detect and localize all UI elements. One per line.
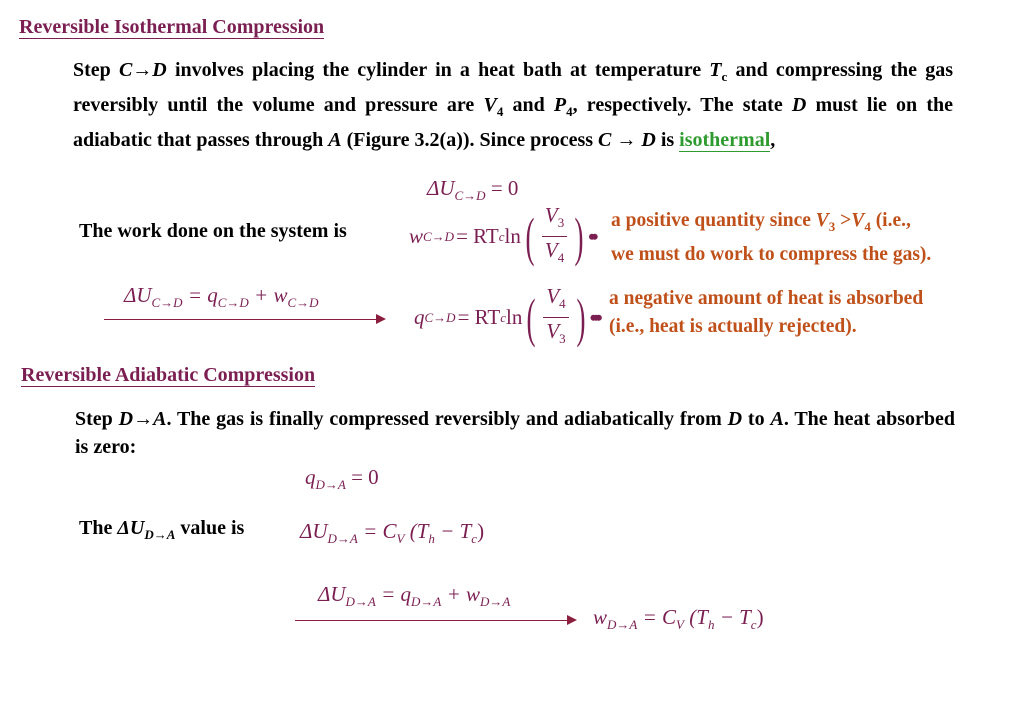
- equation-w-cd: [409, 203, 594, 270]
- left-paren-icon: (: [525, 206, 535, 267]
- text: = RT: [457, 305, 501, 329]
- text: = C: [637, 605, 677, 629]
- text: Step: [73, 59, 119, 81]
- equation-q-cd: [414, 284, 598, 351]
- text: c: [498, 228, 505, 244]
- text: Step: [75, 408, 119, 430]
- text: 4: [557, 250, 565, 265]
- text: h: [428, 531, 435, 546]
- text: , respectively. The state: [572, 94, 792, 116]
- right-paren-icon: ): [574, 206, 584, 267]
- text: D→A: [118, 408, 167, 430]
- text: c: [721, 69, 728, 84]
- bullet-dots-icon: ••: [588, 223, 594, 249]
- equation-w-da: [593, 605, 764, 633]
- text: C→D: [423, 228, 455, 244]
- text: = q: [182, 283, 218, 307]
- equation-first-law-cd: [124, 283, 319, 311]
- text: 3: [828, 218, 836, 234]
- equation-q-da: [305, 465, 379, 493]
- text: . The heat absorbed is zero:: [75, 408, 955, 458]
- text: value is: [175, 517, 245, 539]
- text: V: [815, 210, 829, 231]
- text: ): [756, 605, 764, 629]
- equation-first-law-da: [318, 582, 510, 610]
- text: 4: [864, 218, 871, 234]
- text: involves placing the cylinder in a heat bath at temperature: [166, 59, 710, 81]
- text: D→A: [144, 527, 176, 542]
- step-da-paragraph: [75, 405, 955, 461]
- equation-du-da: [300, 519, 484, 547]
- bullet-dots-icon: •••: [589, 304, 598, 330]
- text: >: [835, 210, 852, 231]
- text: C→D: [118, 59, 167, 81]
- text: The: [79, 517, 118, 539]
- text: (T: [404, 519, 429, 543]
- text: ΔU: [117, 517, 145, 539]
- text: ΔU: [124, 283, 152, 307]
- adiabatic-heading: Reversible Adiabatic Compression: [21, 364, 316, 386]
- fraction: [542, 203, 567, 270]
- text: is: [655, 129, 680, 151]
- text: = 0: [485, 176, 519, 200]
- text: 4: [559, 296, 566, 311]
- text: c: [500, 309, 507, 325]
- text: + w: [441, 582, 481, 606]
- equation-du-cd: [427, 176, 518, 204]
- text: = q: [375, 582, 412, 606]
- text: a negative amount of heat is absorbed: [609, 288, 924, 309]
- denominator: [543, 318, 568, 351]
- text: 4: [566, 104, 573, 119]
- text: ln: [506, 305, 523, 329]
- work-label: The work done on the system is: [79, 220, 347, 242]
- text: D: [791, 94, 807, 116]
- denominator: [542, 237, 567, 270]
- text: must lie on the adiabatic that passes through: [73, 94, 954, 151]
- text: to: [742, 408, 771, 430]
- text: c: [750, 617, 757, 632]
- fraction: [543, 284, 568, 351]
- text: V: [546, 319, 560, 343]
- text: ΔU: [318, 582, 346, 606]
- text: D: [727, 408, 743, 430]
- text: V: [544, 238, 558, 262]
- text: q: [305, 465, 316, 489]
- text: (Figure 3.2(a)). Since process: [341, 129, 599, 151]
- text: q: [414, 305, 425, 329]
- text: + w: [248, 283, 288, 307]
- text: 4: [496, 104, 504, 119]
- text: C→D: [454, 188, 486, 203]
- text: . The gas is finally compressed reversibly and adiabatically from: [166, 408, 728, 430]
- text: D→A: [607, 617, 638, 632]
- text: D→A: [345, 594, 376, 609]
- text: w: [409, 224, 424, 248]
- text: V: [676, 617, 684, 632]
- text: ln: [504, 224, 521, 248]
- numerator: [542, 203, 567, 237]
- text: D→A: [480, 594, 511, 609]
- text: A: [328, 129, 342, 151]
- isothermal-link[interactable]: isothermal: [679, 129, 771, 151]
- text: we must do work to compress the gas).: [611, 243, 932, 265]
- implies-arrow-icon: [295, 620, 575, 621]
- text: D→A: [315, 477, 346, 492]
- text: ): [477, 519, 485, 543]
- text: C → D: [598, 129, 656, 151]
- text: T: [709, 59, 722, 81]
- text: P: [553, 94, 567, 116]
- text: V: [544, 203, 558, 227]
- text: V: [851, 210, 865, 231]
- text: − T: [714, 605, 751, 629]
- left-paren-icon: (: [526, 287, 536, 348]
- text: (i.e., heat is actually rejected).: [609, 316, 857, 337]
- text: V: [396, 531, 405, 546]
- text: C→D: [287, 295, 319, 310]
- text: h: [707, 617, 715, 632]
- text: ,: [770, 129, 776, 151]
- text: c: [471, 531, 478, 546]
- text: w: [593, 605, 608, 629]
- text: ΔU: [427, 176, 455, 200]
- text: 3: [557, 215, 565, 230]
- isothermal-heading: Reversible Isothermal Compression: [19, 16, 325, 38]
- text: C→D: [217, 295, 249, 310]
- text: V: [483, 94, 497, 116]
- text: D→A: [411, 594, 442, 609]
- text: and compressing the gas reversibly until the volume and pressure are: [73, 59, 953, 116]
- text: ΔU: [300, 519, 328, 543]
- negative-heat-note: [609, 285, 923, 341]
- text: V: [546, 284, 560, 308]
- numerator: [543, 284, 568, 318]
- text: A: [770, 408, 784, 430]
- text: C→D: [151, 295, 183, 310]
- text: 3: [559, 331, 566, 346]
- text: = C: [357, 519, 397, 543]
- text: a positive quantity since: [611, 210, 816, 231]
- text: − T: [434, 519, 472, 543]
- text: D→A: [327, 531, 358, 546]
- step-cd-paragraph: [73, 56, 953, 154]
- text: C→D: [424, 309, 456, 325]
- text: = 0: [345, 465, 379, 489]
- du-value-label: [79, 517, 244, 543]
- text: and: [503, 94, 554, 116]
- text: (i.e.,: [870, 210, 911, 231]
- positive-quantity-note: [611, 207, 999, 269]
- implies-arrow-icon: [104, 319, 384, 320]
- text: (T: [684, 605, 708, 629]
- text: = RT: [456, 224, 499, 248]
- right-paren-icon: ): [576, 287, 586, 348]
